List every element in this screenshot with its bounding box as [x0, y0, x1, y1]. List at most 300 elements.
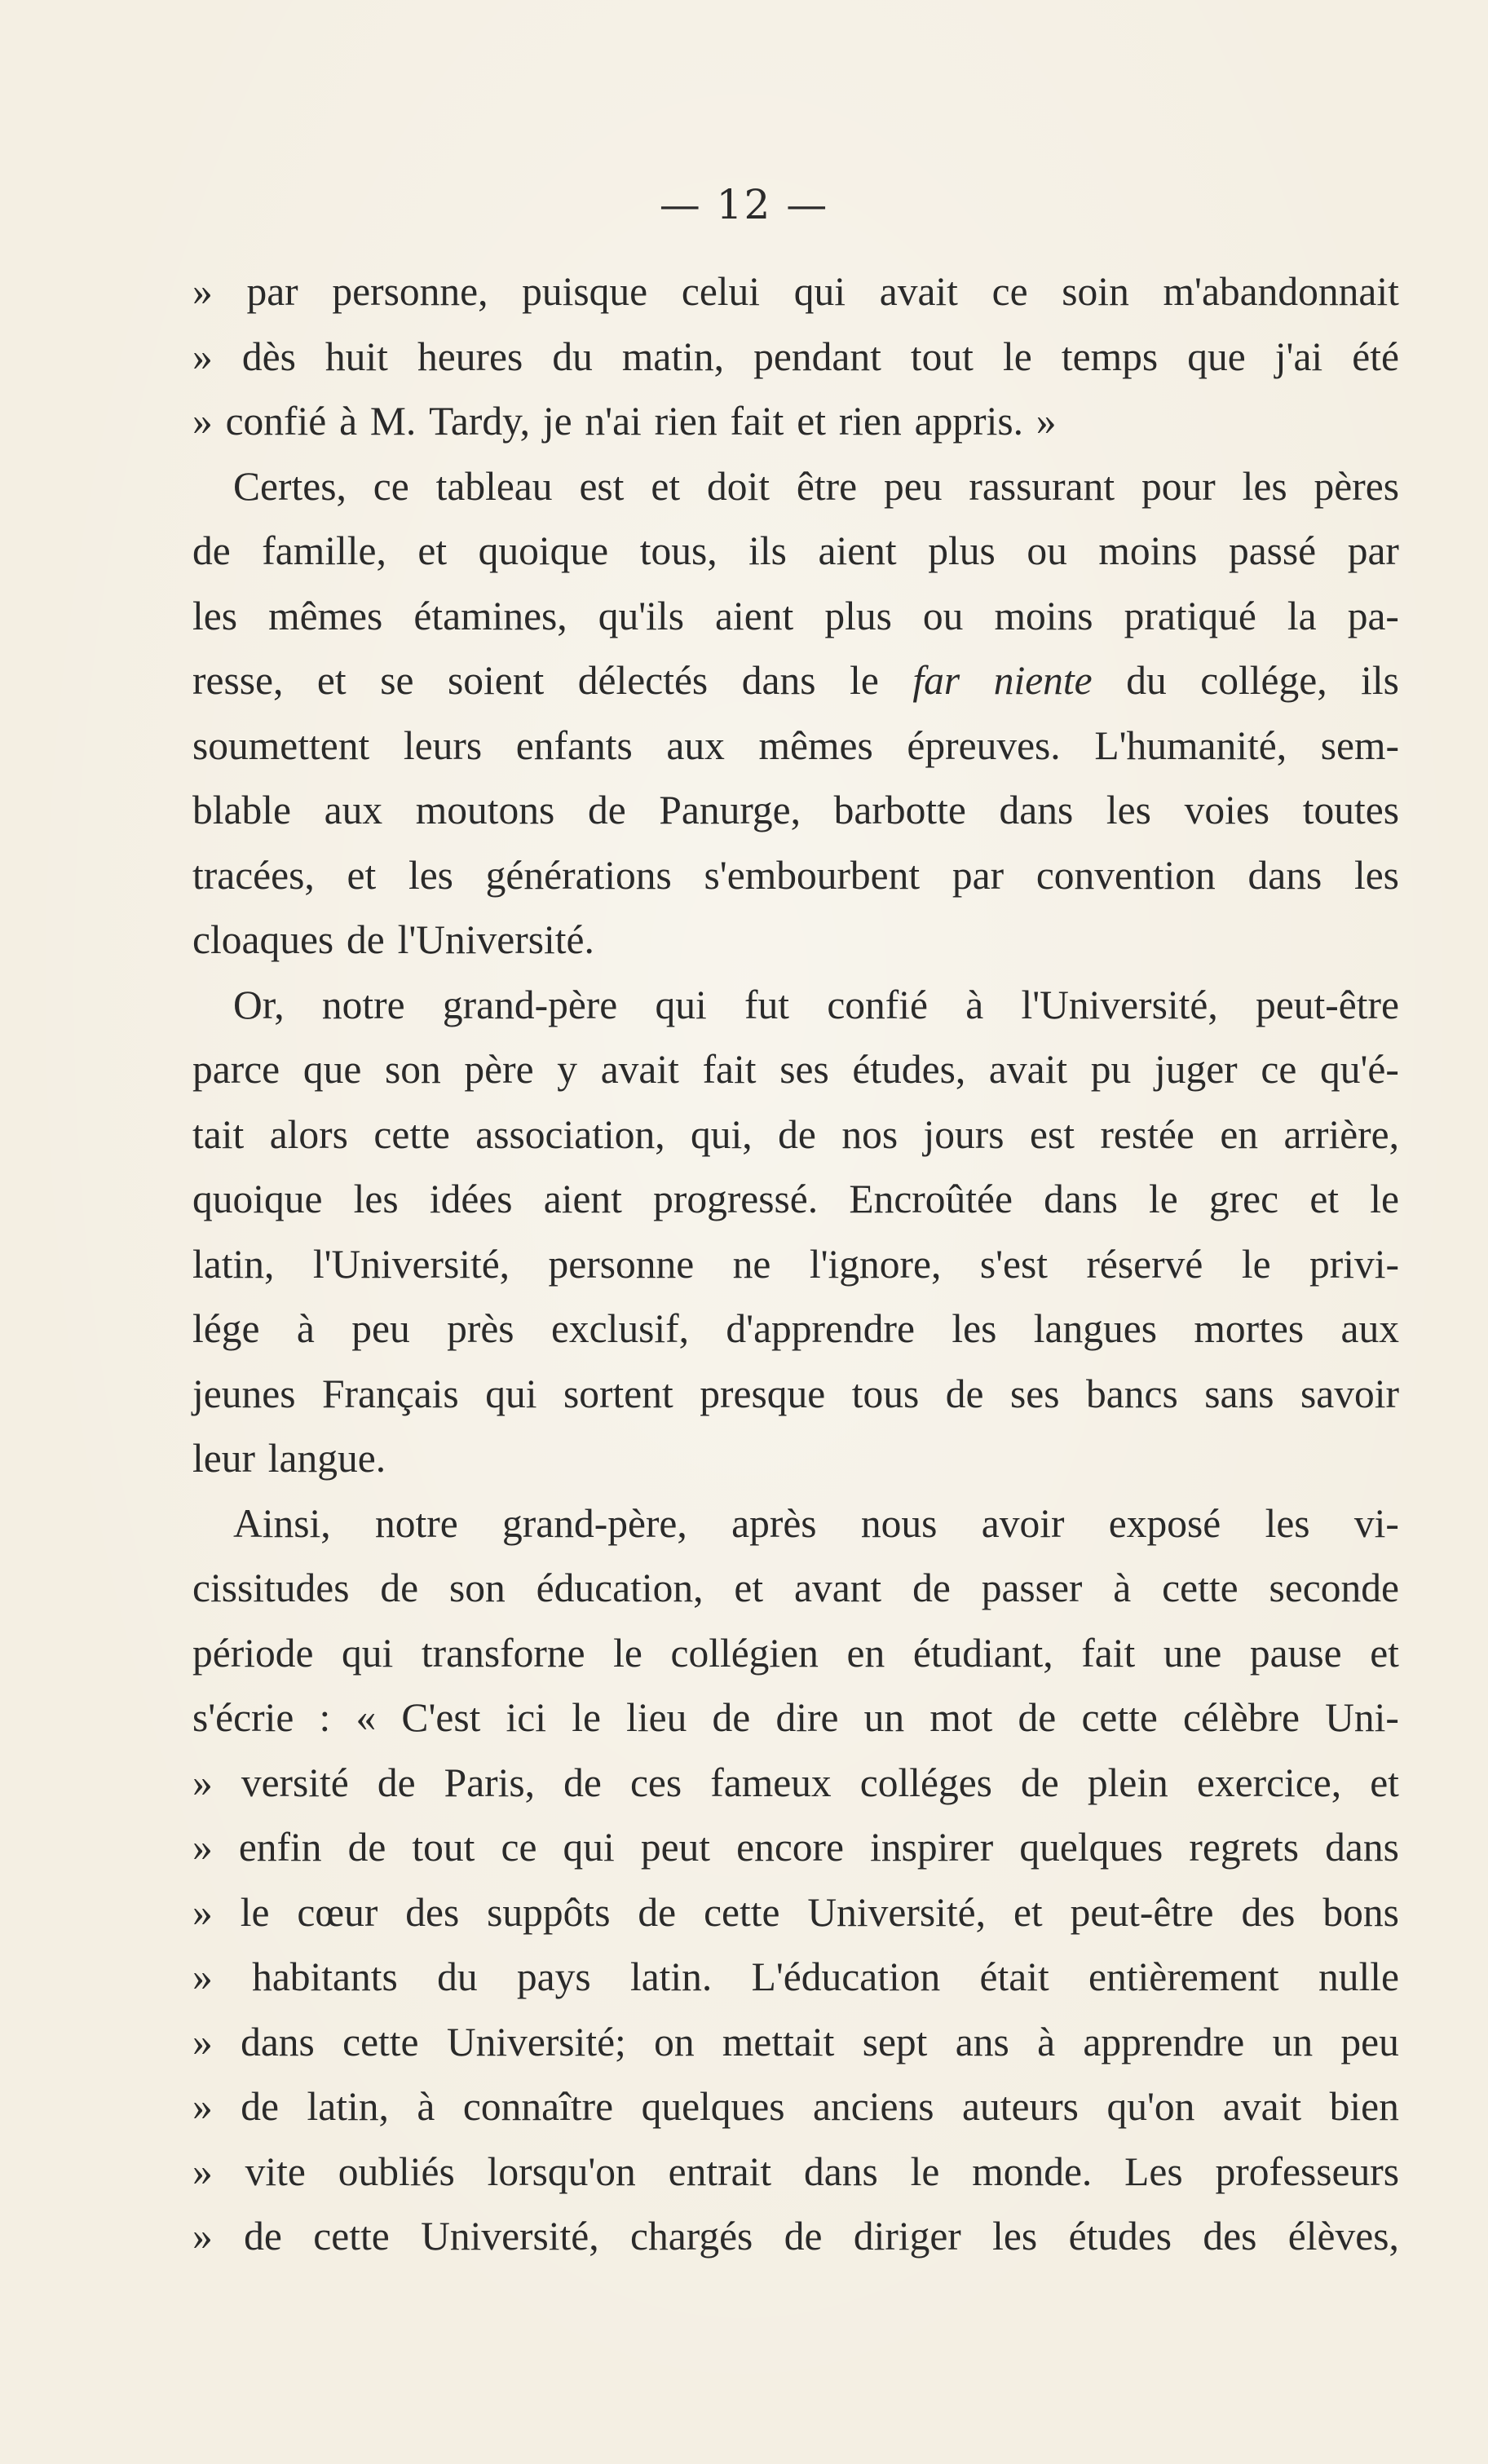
word: été [1352, 333, 1399, 379]
word: sem- [1320, 722, 1399, 768]
word: exercice, [1196, 1760, 1342, 1805]
word: s'embourbent [704, 852, 921, 898]
word: de [377, 1760, 416, 1805]
word: pères [1314, 463, 1399, 509]
word: de [784, 2214, 823, 2259]
word: que [1187, 333, 1246, 379]
page-number: — 12 — [659, 181, 829, 228]
word: l'Université, [1021, 982, 1218, 1027]
word: mot [929, 1695, 993, 1740]
word: rien [838, 399, 902, 444]
word: être [796, 463, 858, 509]
text-line [192, 259, 1399, 325]
word: ces [629, 1760, 682, 1805]
word: Les [1124, 2148, 1183, 2194]
word: confié [827, 982, 928, 1027]
word: et [1013, 1889, 1043, 1935]
word: transforne [421, 1630, 585, 1676]
word: ses [1010, 1371, 1060, 1416]
word: qui [485, 1371, 537, 1416]
word: temps [1061, 333, 1159, 379]
word: de [638, 1889, 677, 1935]
word: C'est [401, 1695, 481, 1740]
word: à [1113, 1565, 1132, 1610]
text-line [192, 1167, 1399, 1232]
text-line [192, 1102, 1399, 1168]
text-line [192, 325, 1399, 390]
word: et [651, 463, 681, 509]
word: » [192, 399, 213, 444]
word: lorsqu'on [487, 2148, 636, 2194]
word: du [437, 1954, 478, 1999]
word: cette [313, 2214, 390, 2259]
word: bons [1322, 1889, 1399, 1935]
word: niente [993, 658, 1093, 703]
word: grec [1208, 1177, 1279, 1221]
word: ce [991, 269, 1028, 314]
word: peu [884, 463, 943, 509]
word: collége, [1200, 658, 1327, 703]
word: passer [981, 1565, 1083, 1610]
word: dans [1044, 1177, 1118, 1221]
word: avoir [981, 1500, 1065, 1546]
text-line [192, 1685, 1399, 1751]
word: des [1241, 1889, 1296, 1935]
text-line [192, 2010, 1399, 2075]
word: je [542, 399, 572, 444]
word: grand-père [442, 982, 618, 1027]
word: presque [700, 1371, 826, 1416]
word: après [731, 1500, 817, 1546]
word: ce [373, 463, 409, 509]
word: ce [1261, 1047, 1297, 1092]
word: » [192, 2084, 213, 2129]
word: à [1037, 2019, 1056, 2064]
word: plus [928, 528, 996, 573]
word: les [952, 1306, 997, 1351]
word: barbotte [833, 788, 966, 832]
word: peu [1340, 2019, 1399, 2064]
word: entrait [668, 2148, 772, 2194]
word: privi- [1309, 1241, 1399, 1287]
word: » [192, 1760, 213, 1805]
word: soient [447, 658, 545, 703]
word: cette [704, 1889, 780, 1935]
word: études, [852, 1047, 966, 1092]
word: nulle [1318, 1954, 1399, 1999]
word: le [1370, 1177, 1399, 1221]
word: de [1018, 1695, 1057, 1740]
word: de [192, 528, 231, 573]
word: langues [1033, 1306, 1157, 1351]
word: aient [818, 528, 897, 573]
word: tous, [639, 528, 718, 573]
word: près [447, 1306, 514, 1351]
word: enfants [515, 722, 633, 768]
word: dans [741, 658, 816, 703]
word: et [347, 852, 377, 898]
word: ou [922, 593, 964, 638]
word: cette [1081, 1695, 1158, 1740]
word: son [384, 1047, 441, 1092]
word: de [778, 1111, 816, 1157]
word: fait [730, 399, 784, 444]
word: l'Université, [312, 1241, 510, 1287]
word: bancs [1086, 1371, 1178, 1416]
word: éducation, [536, 1565, 704, 1610]
word: encore [736, 1825, 845, 1870]
word: apprendre [1083, 2019, 1245, 2064]
word: est [579, 463, 625, 509]
word: » [192, 2148, 213, 2194]
word: Université; [446, 2019, 626, 2064]
word: et [1309, 1177, 1340, 1221]
word: confié [225, 399, 327, 444]
word: moins [994, 593, 1093, 638]
word: de [380, 1565, 419, 1610]
word: Université, [421, 2214, 599, 2259]
word: suppôts [487, 1889, 611, 1935]
word: une [1163, 1630, 1222, 1676]
word: doit [706, 463, 770, 509]
word: étamines, [413, 593, 567, 638]
word: peut-être [1256, 982, 1399, 1027]
word: habitants [252, 1954, 398, 1999]
word: tracées, [192, 852, 315, 898]
word: dire [775, 1695, 839, 1740]
word: mêmes [758, 722, 873, 768]
word: n'ai [585, 399, 642, 444]
word: bien [1329, 2084, 1399, 2129]
word: qui [793, 269, 846, 314]
text-line [192, 648, 1399, 713]
word: réservé [1086, 1241, 1203, 1287]
word: sortent [563, 1371, 673, 1416]
word: quoique [192, 1177, 323, 1221]
word: M. [369, 399, 417, 444]
text-line [192, 1621, 1399, 1686]
word: quelques [1019, 1825, 1163, 1870]
word: s'est [979, 1241, 1048, 1287]
word: fait [1081, 1630, 1136, 1676]
word: alors [269, 1111, 348, 1157]
word: Or, [233, 982, 285, 1027]
word: entièrement [1088, 1954, 1279, 1999]
word: soin [1062, 269, 1129, 314]
word: m'abandonnait [1163, 269, 1399, 314]
word: les [1106, 788, 1151, 832]
word: soumettent [192, 722, 370, 768]
word: voies [1184, 788, 1270, 832]
word: les [408, 852, 453, 898]
word: vite [245, 2148, 306, 2194]
word: à [296, 1306, 315, 1351]
text-line [192, 389, 1399, 454]
word: aux [666, 722, 725, 768]
word: par [1347, 528, 1399, 573]
word: pour [1141, 463, 1216, 509]
word: famille, [262, 528, 386, 573]
word: études [1068, 2214, 1172, 2259]
word: dans [999, 788, 1074, 832]
word: dans [241, 2019, 315, 2064]
word: L'éducation [751, 1954, 941, 1999]
word: de [945, 1371, 984, 1416]
word: « [355, 1695, 377, 1740]
word: resse, [192, 658, 284, 703]
word: rassurant [969, 463, 1115, 509]
text-line [192, 1815, 1399, 1880]
word: aux [1340, 1306, 1399, 1351]
word: tout [412, 1825, 475, 1870]
word: moins [1098, 528, 1198, 573]
word: qui [342, 1630, 394, 1676]
word: de [712, 1695, 751, 1740]
word: lége [192, 1306, 260, 1351]
word: célèbre [1183, 1695, 1300, 1740]
text-line [192, 584, 1399, 649]
word: ils [1361, 658, 1399, 703]
word: personne, [332, 269, 488, 314]
word: Uni- [1325, 1695, 1399, 1740]
word: un [863, 1695, 905, 1740]
word: matin, [621, 333, 725, 379]
word: collégien [670, 1630, 819, 1676]
word: pa- [1347, 593, 1399, 638]
word: de [563, 1760, 602, 1805]
word: latin. [629, 1954, 713, 1999]
word: son [449, 1565, 506, 1610]
word: leur [192, 1436, 255, 1481]
word: on [654, 2019, 695, 2064]
word: qu'ils [598, 593, 684, 638]
word: Tardy, [429, 399, 531, 444]
word: j'ai [1274, 333, 1323, 379]
word: » [192, 2019, 213, 2064]
text-line [192, 1945, 1399, 2010]
word: dans [803, 2148, 878, 2194]
text-line [192, 1556, 1399, 1621]
text-line [192, 2074, 1399, 2139]
word: passé [1228, 528, 1317, 573]
word: toutes [1302, 788, 1399, 832]
word: et [1370, 1760, 1399, 1805]
word: fut [744, 982, 790, 1027]
word: de [587, 788, 626, 832]
word: latin, [307, 2084, 389, 2129]
word: le [850, 658, 879, 703]
word: colléges [859, 1760, 992, 1805]
text-line [192, 454, 1399, 519]
word: pendant [753, 333, 881, 379]
text-line [192, 713, 1399, 779]
text-line [192, 2139, 1399, 2205]
word: s'écrie [192, 1695, 294, 1740]
word: heures [417, 333, 523, 379]
word: chargés [630, 2214, 753, 2259]
word: ou [1027, 528, 1067, 573]
word: en [1220, 1111, 1259, 1157]
word: de [244, 2214, 282, 2259]
word: de [241, 2084, 279, 2129]
word: du [1126, 658, 1167, 703]
text-line [192, 1880, 1399, 1945]
word: versité [241, 1760, 349, 1805]
word: grand-père, [502, 1500, 687, 1546]
word: » [192, 1889, 213, 1935]
word: » [192, 1954, 213, 1999]
word: avait [1222, 2084, 1302, 2129]
word: mettait [722, 2019, 835, 2064]
word: qu'on [1106, 2084, 1195, 2129]
word: vi- [1353, 1500, 1399, 1546]
text-line [192, 1751, 1399, 1816]
word: les [1353, 852, 1399, 898]
word: et [316, 658, 347, 703]
word: par [952, 852, 1005, 898]
word: restée [1100, 1111, 1194, 1157]
word: personne [548, 1241, 695, 1287]
word: sans [1204, 1371, 1274, 1416]
word: le [910, 2148, 940, 2194]
word: le [1003, 333, 1032, 379]
word: quelques [641, 2084, 785, 2129]
word: qui [563, 1825, 615, 1870]
word: avant [793, 1565, 882, 1610]
word: tait [192, 1111, 245, 1157]
word: Français [321, 1371, 459, 1416]
word: rien [654, 399, 718, 444]
word: fameux [710, 1760, 832, 1805]
word: huit [325, 333, 388, 379]
word: jeunes [192, 1371, 296, 1416]
word: de [912, 1565, 951, 1610]
text-line [192, 1491, 1399, 1557]
word: leurs [403, 722, 483, 768]
word: qui, [691, 1111, 753, 1157]
word: ses [779, 1047, 829, 1092]
word: se [380, 658, 414, 703]
text-line [192, 907, 1399, 973]
word: peut-être [1070, 1889, 1214, 1935]
text-line [192, 519, 1399, 584]
word: » [192, 2214, 213, 2259]
word: appris. [914, 399, 1023, 444]
word: arrière, [1283, 1111, 1399, 1157]
word: les [192, 593, 237, 638]
word: » [192, 269, 213, 314]
word: à [965, 982, 984, 1027]
word: cette [1162, 1565, 1239, 1610]
word: cissitudes [192, 1565, 350, 1610]
word: y [557, 1047, 578, 1092]
word: peu [351, 1306, 410, 1351]
word: de [347, 1825, 386, 1870]
word: celui [681, 269, 761, 314]
word: progressé. [653, 1177, 819, 1221]
word: professeurs [1215, 2148, 1399, 2194]
word: » [1035, 399, 1057, 444]
word: dans [1247, 852, 1322, 898]
word: ce [501, 1825, 537, 1870]
word: du [552, 333, 593, 379]
word: far [912, 658, 960, 703]
body-text [192, 259, 1399, 2269]
word: dans [1325, 1825, 1399, 1870]
word: » [192, 333, 213, 379]
word: cœur [297, 1889, 378, 1935]
word: et [417, 528, 448, 573]
word: savoir [1300, 1371, 1399, 1416]
word: notre [321, 982, 405, 1027]
word: idées [429, 1177, 513, 1221]
word: tout [910, 333, 974, 379]
word: seconde [1269, 1565, 1399, 1610]
word: à [417, 2084, 435, 2129]
word: exposé [1108, 1500, 1221, 1546]
word: anciens [813, 2084, 934, 2129]
text-line [192, 1232, 1399, 1297]
word: aient [715, 593, 794, 638]
word: inspirer [870, 1825, 994, 1870]
word: avait [600, 1047, 679, 1092]
word: et [797, 399, 826, 444]
text-line [192, 973, 1399, 1038]
word: lieu [626, 1695, 687, 1740]
word: élèves, [1287, 2214, 1399, 2259]
word: avait [988, 1047, 1068, 1092]
text-line [192, 1362, 1399, 1427]
word: le [1149, 1177, 1178, 1221]
word: dès [241, 333, 296, 379]
word: ils [748, 528, 787, 573]
word: convention [1035, 852, 1216, 898]
word: aux [324, 788, 383, 832]
word: cette [342, 2019, 419, 2064]
word: » [192, 1825, 213, 1870]
word: association, [475, 1111, 665, 1157]
word: monde. [972, 2148, 1093, 2194]
word: d'apprendre [726, 1306, 915, 1351]
word: mêmes [268, 593, 383, 638]
word: ne [732, 1241, 771, 1287]
text-line [192, 843, 1399, 908]
word: tableau [435, 463, 553, 509]
word: peut [640, 1825, 711, 1870]
word: le [613, 1630, 642, 1676]
word: qui [655, 982, 707, 1027]
word: nos [841, 1111, 899, 1157]
word: ici [506, 1695, 547, 1740]
word: que [302, 1047, 362, 1092]
word: jours [923, 1111, 1005, 1157]
word: la [1287, 593, 1317, 638]
word: Université, [807, 1889, 986, 1935]
word: oubliés [338, 2148, 455, 2194]
word: des [1203, 2214, 1257, 2259]
word: plein [1087, 1760, 1168, 1805]
word: aient [543, 1177, 622, 1221]
word: pratiqué [1124, 593, 1256, 638]
word: Ainsi, [233, 1500, 331, 1546]
word: les [1265, 1500, 1310, 1546]
word: Certes, [233, 463, 347, 509]
word: le [572, 1695, 601, 1740]
word: regrets [1189, 1825, 1300, 1870]
word: pause [1249, 1630, 1342, 1676]
word: sept [862, 2019, 928, 2064]
word: plus [824, 593, 892, 638]
